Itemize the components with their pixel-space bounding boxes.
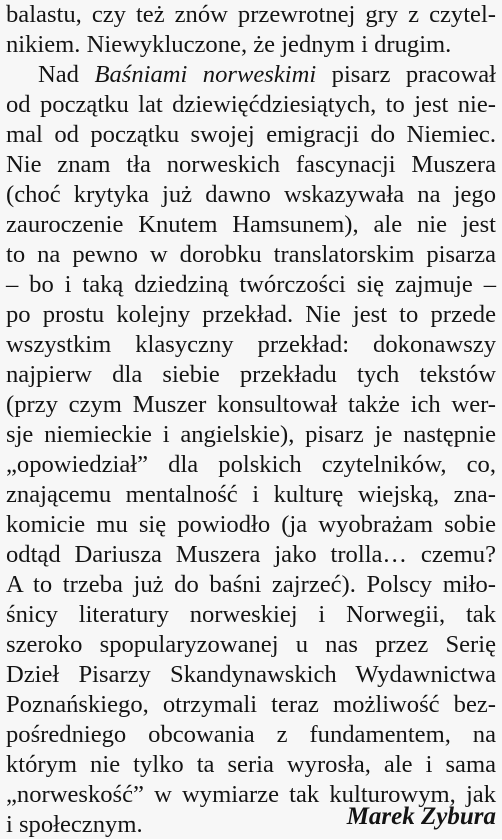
text-line-3: [6, 60, 496, 90]
text-line-2: nikiem. Niewykluczone, że jednym i drugim.: [6, 31, 452, 58]
text-line-5: mal od początku swojej emigracji do Niemiec.: [6, 121, 496, 148]
text-line-20: A to trzeba już do baśni zajrzeć). Polscy miło-: [6, 571, 496, 598]
text-line-12: wszystkim klasyczny przekład: dokonawszy: [6, 331, 496, 358]
text-line-15: sje niemieckie i angielskie), pisarz je następnie: [6, 421, 496, 448]
article-text: [6, 0, 496, 840]
text-line-25: pośredniego obcowania z fundamentem, na: [6, 721, 496, 748]
text-line-21: śnicy literatury norweskiej i Norwegii, tak: [6, 601, 496, 628]
text-line-7: (choć krytyka już dawno wskazywała na jego: [6, 181, 496, 208]
text-line-19: odtąd Dariusza Muszera jako trolla… czemu?: [6, 541, 496, 568]
book-title: Baśniami norweskimi: [94, 61, 317, 88]
text-line-28: i społecznym.: [6, 811, 143, 838]
text-line-10: – bo i taką dziedziną twórczości się zajmuje –: [6, 271, 496, 298]
text-line-3-end: pisarz pracował: [316, 61, 496, 88]
text-line-8: zauroczenie Knutem Hamsunem), ale nie jest: [6, 211, 496, 238]
text-line-26: którym nie tylko ta seria wyrosła, ale i sama: [6, 751, 496, 778]
text-line-4: od początku lat dziewięćdziesiątych, to jest nie-: [6, 91, 496, 118]
text-line-17: znającemu mentalność i kulturę wiejską, zna-: [6, 481, 496, 508]
text-line-6: Nie znam tła norweskich fascynacji Muszera: [6, 151, 496, 178]
text-line-13: najpierw dla siebie przekładu tych tekstów: [6, 361, 496, 388]
author-signature: Marek Zybura: [346, 803, 496, 830]
text-line-18: komicie mu się powiodło (ja wyobrażam sobie: [6, 511, 496, 538]
text-line-3-start: Nad: [38, 61, 95, 88]
text-line-9: to na pewno w dorobku translatorskim pisarza: [6, 241, 496, 268]
text-line-23: Dzieł Pisarzy Skandynawskich Wydawnictwa: [6, 661, 496, 688]
text-line-11: po prostu kolejny przekład. Nie jest to przede: [6, 301, 496, 328]
text-line-14: (przy czym Muszer konsultował także ich wer-: [6, 391, 496, 418]
text-line-1: balastu, czy też znów przewrotnej gry z czytel-: [6, 1, 496, 28]
text-line-24: Poznańskiego, otrzymali teraz możliwość bez-: [6, 691, 496, 718]
text-line-16: „opowiedział” dla polskich czytelników, co,: [6, 451, 496, 478]
text-line-27: „norweskość” w wymiarze tak kulturowym, jak: [6, 781, 496, 808]
text-line-22: szeroko spopularyzowanej u nas przez Serię: [6, 631, 496, 658]
